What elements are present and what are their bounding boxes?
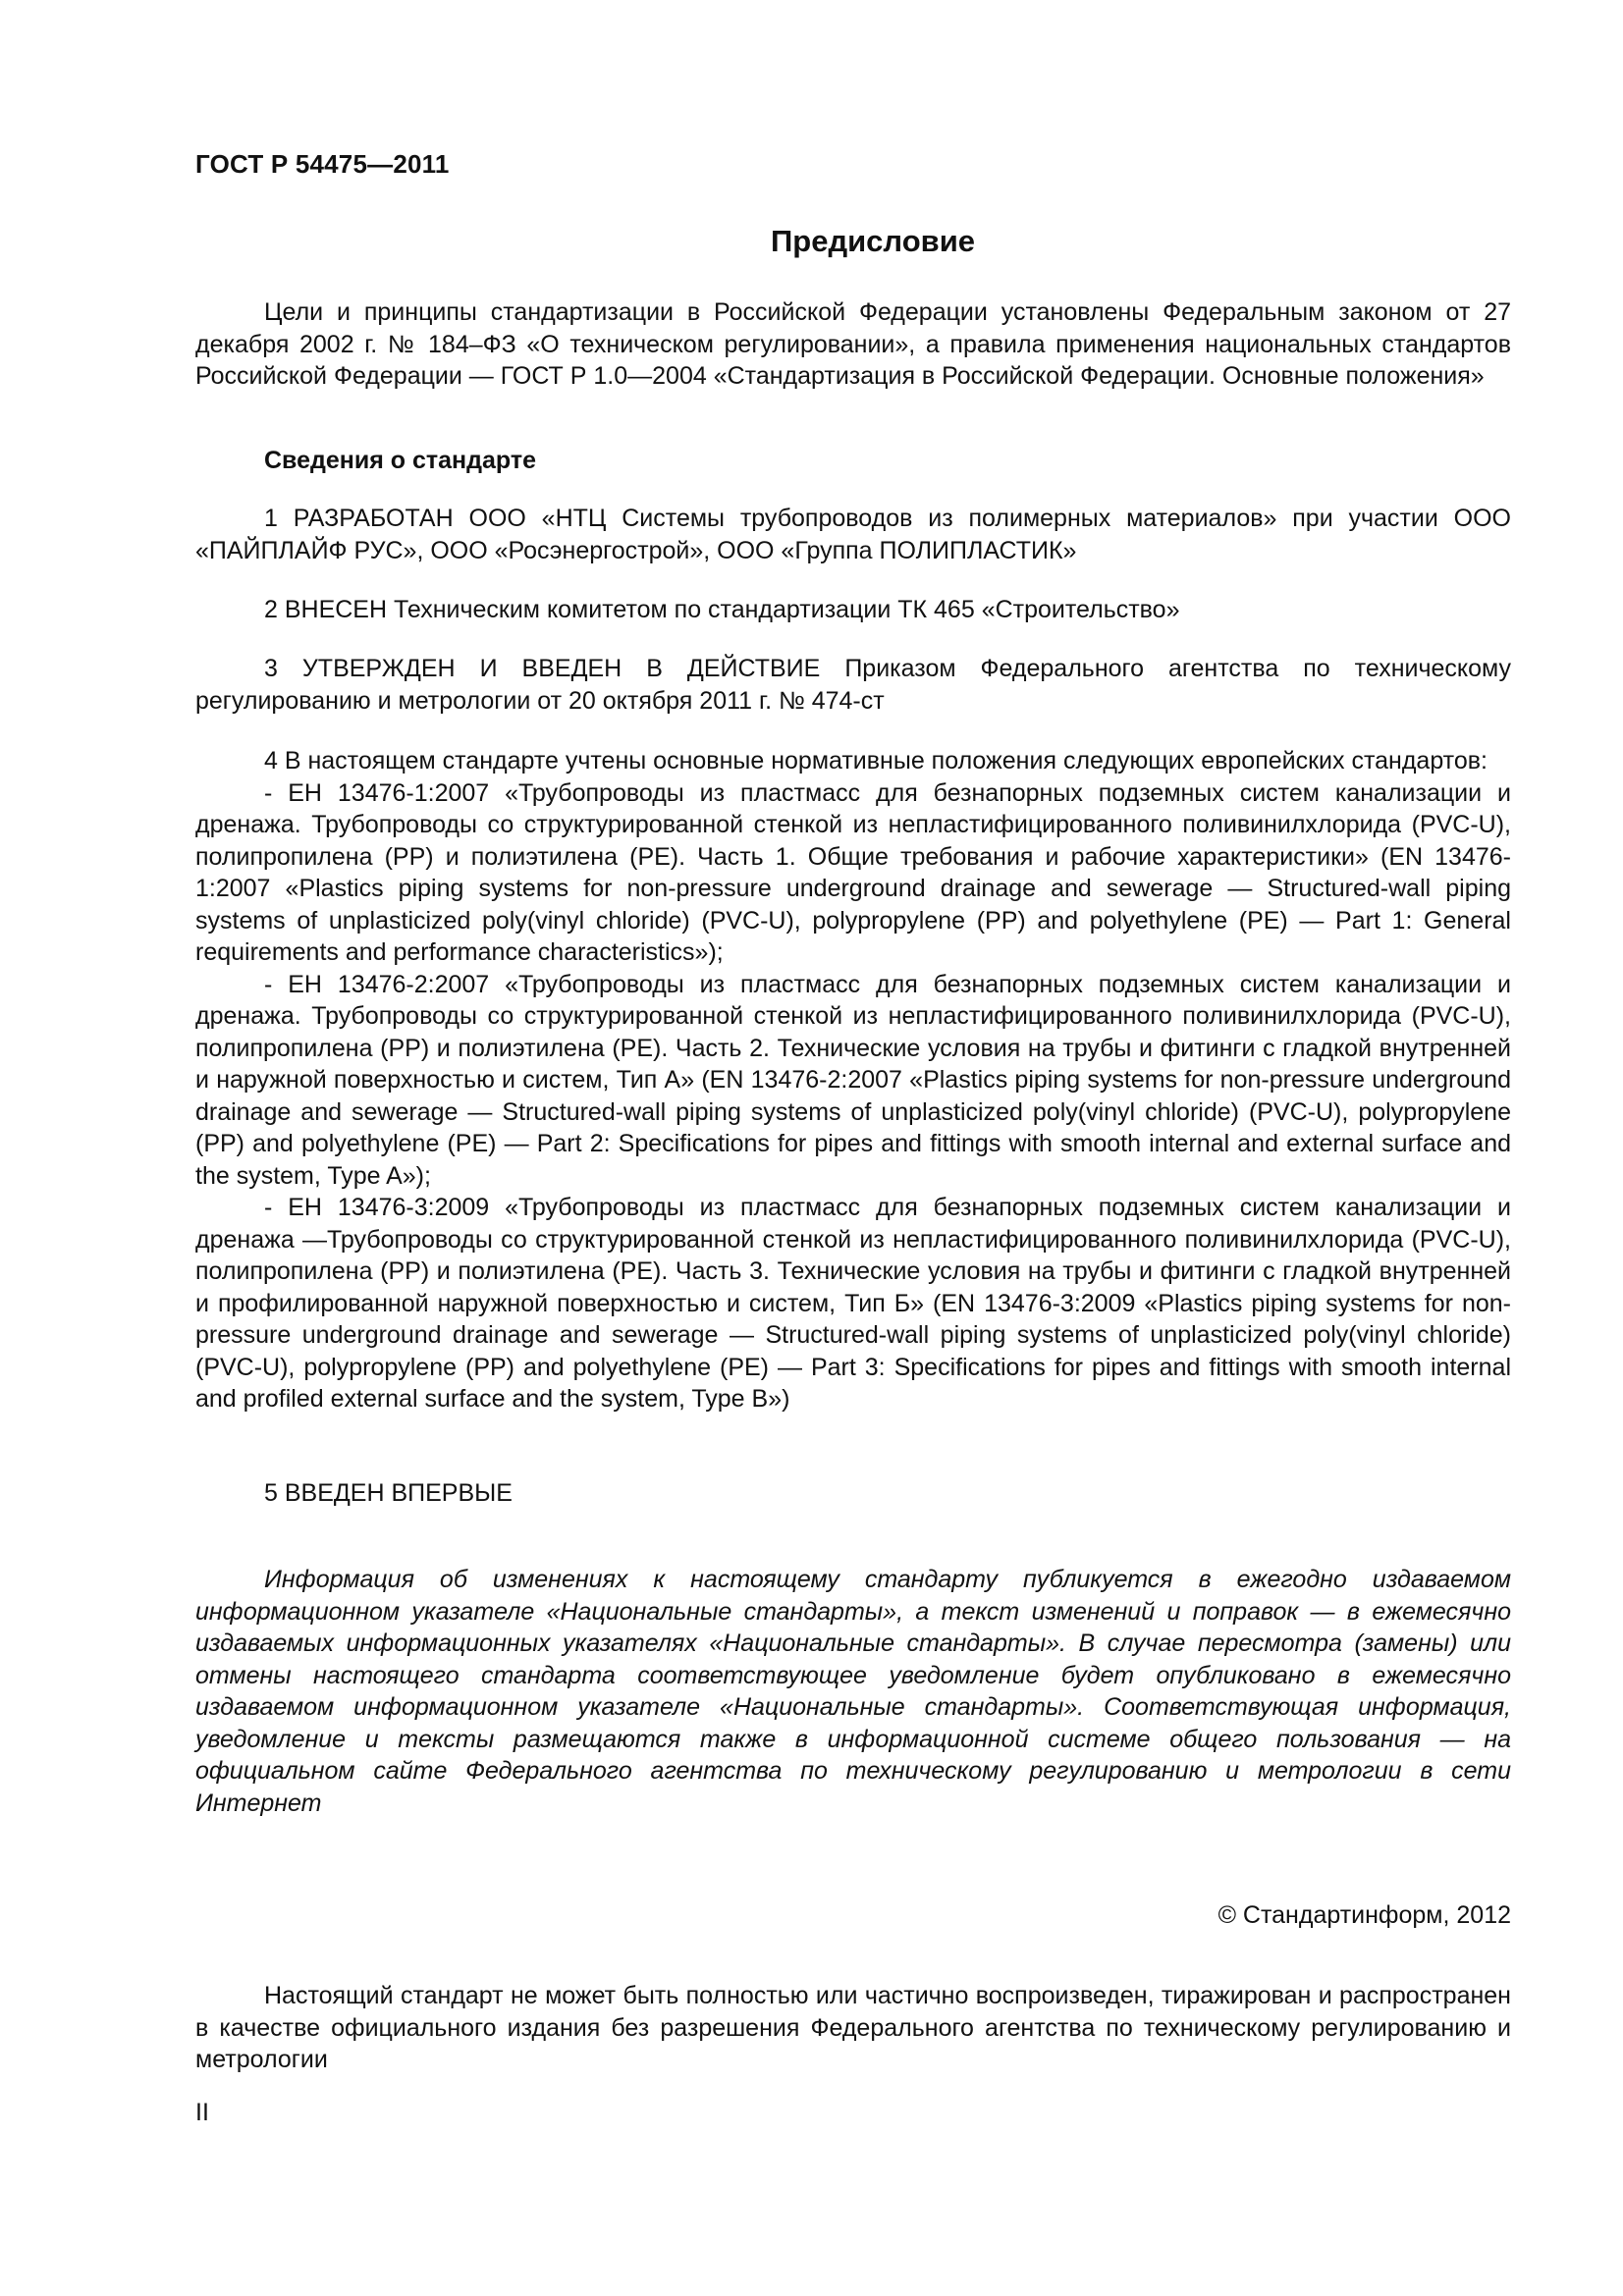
copyright-line: © Стандартинформ, 2012 <box>1217 1901 1511 1929</box>
section-heading: Сведения о стандарте <box>264 447 537 474</box>
item-5-block <box>195 1477 1511 1510</box>
item-4-reference-2: - ЕН 13476-2:2007 «Трубопроводы из пластмасс для безнапорных подземных систем канализации и дренажа. Трубопроводы со структурированной стенкой из непластифицированного поливинилхлорида (PVC-U), полипропилена (PP) и полиэтилена (PE). Часть 2. Технические условия на трубы и фитинги с гладкой внутренней и наружной поверхностью и систем, Тип А» (EN 13476-2:2007 «Plastics piping systems for non-pressure underground drainage and sewerage — Structured-wall piping systems of unplasticized poly(vinyl chloride) (PVC-U), polypropylene (PP) and polyethylene (PE) — Part 2: Specifications for pipes and fittings with smooth internal and external surface and the system, Type A»); <box>195 970 1511 1190</box>
item-2-block <box>195 594 1511 626</box>
item-1-paragraph: 1 РАЗРАБОТАН ООО «НТЦ Системы трубопроводов из полимерных материалов» при участии ООО «ПАЙПЛАЙФ РУС», ООО «Росэнергострой», ООО «Группа ПОЛИПЛАСТИК» <box>195 505 1511 564</box>
item-4-reference-3: - ЕН 13476-3:2009 «Трубопроводы из пластмасс для безнапорных подземных систем канализации и дренажа —Трубопроводы со структурированной стенкой из непластифицированного поливинилхлорида (PVC-U), полипропилена (PP) и полиэтилена (PE). Часть 3. Технические условия на трубы и фитинги с гладкой внутренней и профилированной наружной поверхностью и систем, Тип Б» (EN 13476-3:2009 «Plastics piping systems for non-pressure underground drainage and sewerage — Structured-wall piping systems of unplasticized poly(vinyl chloride) (PVC-U), polypropylene (PP) and polyethylene (PE) — Part 3: Specifications for pipes and fittings with smooth internal and profiled external surface and the system, Type B») <box>195 1194 1511 1413</box>
item-1-block <box>195 503 1511 566</box>
intro-paragraph: Цели и принципы стандартизации в Российской Федерации установлены Федеральным законом от 27 декабря 2002 г. № 184–ФЗ «О техническом регулировании», а правила применения национальных стандартов Российской Федерации — ГОСТ Р 1.0—2004 «Стандартизация в Российской Федерации. Основные положения» <box>195 298 1511 390</box>
notice-paragraph: Информация об изменениях к настоящему стандарту публикуется в ежегодно издаваемом информационном указателе «Национальные стандарты», а текст изменений и поправок — в ежемесячно издаваемых информационных указателях «Национальные стандарты». В случае пересмотра (замены) или отмены настоящего стандарта соответствующее уведомление будет опубликовано в ежемесячно издаваемом информационном указателе «Национальные стандарты». Соответствующая информация, уведомление и тексты размещаются также в информационной системе общего пользования — на официальном сайте Федерального агентства по техническому регулированию и метрологии в сети Интернет <box>195 1566 1511 1817</box>
page-number: II <box>195 2099 209 2126</box>
reproduction-block <box>195 1980 1511 2076</box>
item-4-block <box>195 745 1511 1415</box>
item-3-paragraph: 3 УТВЕРЖДЕН И ВВЕДЕН В ДЕЙСТВИЕ Приказом Федерального агентства по техническому регулированию и метрологии от 20 октября 2011 г. № 474-ст <box>195 655 1511 715</box>
item-2-paragraph: 2 ВНЕСЕН Техническим комитетом по стандартизации ТК 465 «Строительство» <box>264 596 1180 623</box>
page-title: Предисловие <box>770 224 975 258</box>
item-4-intro: 4 В настоящем стандарте учтены основные нормативные положения следующих европейских стандартов: <box>264 747 1488 774</box>
document-code-header: ГОСТ Р 54475—2011 <box>195 149 450 179</box>
item-3-block <box>195 653 1511 717</box>
intro-block <box>195 296 1511 393</box>
notice-block <box>195 1564 1511 1819</box>
reproduction-paragraph: Настоящий стандарт не может быть полностью или частично воспроизведен, тиражирован и распространен в качестве официального издания без разрешения Федерального агентства по техническому регулированию и метрологии <box>195 1982 1511 2073</box>
item-5-paragraph: 5 ВВЕДЕН ВПЕРВЫЕ <box>264 1479 513 1507</box>
item-4-reference-1: - ЕН 13476-1:2007 «Трубопроводы из пластмасс для безнапорных подземных систем канализации и дренажа. Трубопроводы со структурированной стенкой из непластифицированного поливинилхлорида (PVC-U), полипропилена (PP) и полиэтилена (PE). Часть 1. Общие требования и рабочие характеристики» (EN 13476-1:2007 «Plastics piping systems for non-pressure underground drainage and sewerage — Structured-wall piping systems of unplasticized poly(vinyl chloride) (PVC-U), polypropylene (PP) and polyethylene (PE) — Part 1: General requirements and performance characteristics»); <box>195 778 1511 966</box>
document-page <box>195 0 1511 2296</box>
